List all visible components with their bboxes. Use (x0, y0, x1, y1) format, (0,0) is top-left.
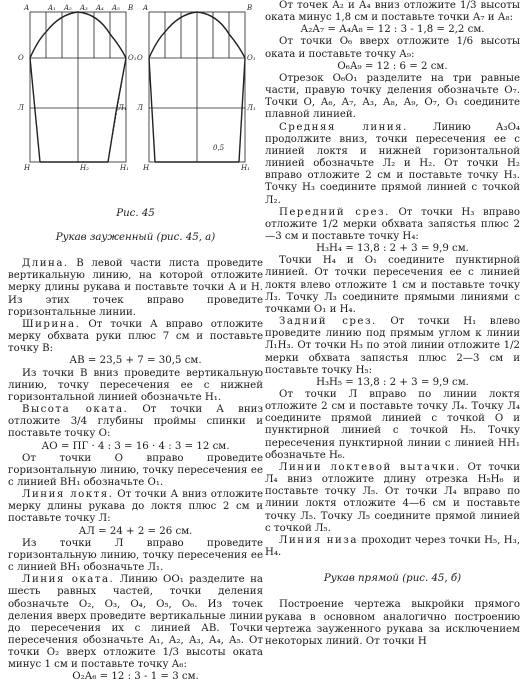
label-a-L1: Л₁ (118, 104, 127, 112)
paragraph-length: Длина. В левой части листа проведите вертикальную линию, на которой отложите мерку длины рукава и поставьте точки А и Н. Из этих точек вправо проведите горизонтальные линии. (8, 258, 263, 318)
paragraph-cap-height-line: От точки О вправо проведите горизонтальную линию, точку пересечения ее с линией ВН₁ обозначьте О₁. (8, 452, 263, 488)
equation-ao: АО = ПГ · 4 : 3 = 16 · 4 : 3 = 12 см. (41, 440, 230, 452)
equation-o6a9: О₆А₉ = 12 : 6 = 2 см. (337, 60, 448, 72)
label-a-O: O (18, 54, 24, 62)
paragraph-elbow-line-2: Из точки Л вправо проведите горизонтальную линию, точку пересечения ее с линией ВН₁ обозначьте Л₁. (8, 537, 263, 574)
label-b-L1: Л₁ (247, 104, 256, 112)
paragraph-back-cut: Задний срез. От точки Н₁ влево проведите линию под прямым углом к линии Л₁Н₃. От точки Н₃ по этой линии отложите 1/2 мерки обхвата запястья плюс 2—3 см и поставьте точку Н₅: (265, 316, 520, 376)
right-column (265, 0, 520, 648)
equation-h3h4: Н₃Н₄ = 13,8 : 2 + 3 = 9,9 см. (316, 243, 469, 255)
paragraph-width-line: Из точки В вниз проведите вертикальную линию, точку пересечения ее с нижней горизонтальной линией обозначьте Н₁. (8, 367, 263, 403)
label-b-B: В (247, 4, 253, 12)
label-b-L: Л (137, 104, 143, 112)
title-straight-sleeve: Рукав прямой (рис. 45, б) (323, 573, 462, 585)
label-a-A5: A₅ (112, 4, 120, 12)
label-a-A2: A₂ (64, 4, 72, 12)
paragraph-cap-height: Высота оката. От точки А вниз отложите 3/4 глубины проймы спинки и поставьте точку О: (8, 404, 263, 440)
equation-ab: АВ = 23,5 + 7 = 30,5 см. (69, 355, 202, 367)
label-a-H: Н (24, 164, 31, 172)
paragraph-o7: Отрезок О₆О₁ разделите на три равные части, правую точку деления обозначьте О₇. Точки О, А₆, А₇, А₃, А₈, А₉, О₇, О₁ соедините плавной линией. (265, 72, 520, 121)
figure-45 (8, 0, 263, 218)
equation-h3h5: Н₃Н₅ = 13,8 : 2 + 3 = 9,9 см. (316, 376, 469, 388)
label-b-A: A (143, 4, 149, 12)
label-a-O1: O₁ (128, 54, 137, 62)
paragraph-a9: От точки О₆ вверх отложите 1/6 высоты оката и поставьте точку А₉: (265, 36, 520, 60)
draft-a-labels (17, 4, 137, 172)
label-b-O1: O₁ (247, 54, 256, 62)
label-a-H2: Н₂ (80, 164, 89, 172)
paragraph-elbow-dart: Линии локтевой вытачки. От точки Л₄ вниз отложите длину отрезка Н₅Н₆ и поставьте точку Л₅. От точки Л₄ вправо по линии локтя отложите 4—6 см и поставьте точку Л₅. Точку Л₅ соедините прямой линией с точкой Л₅. (265, 461, 520, 534)
paragraph-l3: Точки Н₄ и О₁ соедините пунктирной линией. От точки пересечения ее с линией локтя влево отложите 1 см и поставьте точку Л₃. Точку Л₃ соедините прямыми линиями с точками О₁ и Н₄. (265, 255, 520, 315)
paragraph-cap-line: Линия оката. Линию ОО₁ разделите на шесть равных частей, точки деления обозначьте О₂, О₃, О₄, О₅, О₆. Из точек деления вверх проведите вертикальные линии до пересечения их с линией АВ. Точки пересечения обозначьте А₁, А₂, А₃, А₄, А₅. От точки О₂ вверх отложите 1/3 высоты оката минус 1 см и поставьте точку А₆: (8, 574, 263, 671)
equation-al: АЛ = 24 + 2 = 26 см. (78, 525, 193, 537)
title-tapered-sleeve: Рукав зауженный (рис. 45, а) (55, 232, 216, 243)
paragraph-a7-a8: От точек А₂ и А₄ вниз отложите 1/3 высоты оката минус 1,8 см и поставьте точки А₇ и А₈: (265, 0, 520, 24)
label-a-A4: A₄ (96, 4, 104, 12)
equation-a2a7: А₂А₇ = А₄А₈ = 12 : 3 - 1,8 = 2,2 см. (300, 24, 485, 36)
label-b-05: 0,5 (213, 144, 225, 152)
paragraph-l4: От точки Л вправо по линии локтя отложите 2 см и поставьте точку Л₄. Точку Л₄ соедините прямой линией с точкой О и пунктирной линией с точкой Н₅. Точку пересечения пунктирной линии с линией НН₁ обозначьте Н₆. (265, 389, 520, 461)
paragraph-hem-line: Линия низа проходит через точки Н₅, Н₃, Н₄. (265, 534, 520, 559)
left-column (8, 0, 263, 684)
label-a-L: Л (18, 104, 24, 112)
label-b-H1: Н₁ (241, 164, 250, 172)
paragraph-middle-line: Средняя линия. Линию А₃О₄ продолжите вниз, точки пересечения ее с линией локтя и нижней горизонтальной линией обозначьте Л₂ и Н₂. От точки Н₂ вправо отложите 2 см и поставьте точку Н₃. Точку Н₃ соедините прямой линией с точкой Л₂. (265, 121, 520, 206)
label-a-B: В (128, 4, 134, 12)
paragraph-elbow-line: Линия локтя. От точки А вниз отложите мерку длины рукава до локтя плюс 2 см и поставьте точку Л: (8, 489, 263, 525)
label-a-A: А (24, 4, 30, 12)
paragraph-width: Ширина. От точки А вправо отложите мерку обхвата руки плюс 7 см и поставьте точку В: (8, 318, 263, 355)
figure-caption: Рис. 45 (116, 208, 155, 220)
label-b-H: Н (143, 164, 150, 172)
sleeve-drafts-drawing (8, 0, 263, 200)
draft-a (30, 12, 126, 162)
label-a-H1: Н₁ (120, 164, 129, 172)
label-b-O: O (137, 54, 143, 62)
label-a-A3: A₃ (80, 4, 88, 12)
label-a-A1: A₁ (48, 4, 56, 12)
paragraph-front-cut: Передний срез. От точки Н₃ вправо отложите 1/2 мерки обхвата запястья плюс 2—3 см и поставьте точку Н₄: (265, 206, 520, 242)
draft-b (149, 12, 245, 162)
equation-o2a6: О₂А₆ = 12 : 3 - 1 = 3 см. (72, 671, 199, 683)
paragraph-straight-sleeve: Построение чертежа выкройки прямого рукава в основном аналогично построению чертежа зауженного рукава за исключением некоторых линий. От точки Н (265, 599, 520, 647)
